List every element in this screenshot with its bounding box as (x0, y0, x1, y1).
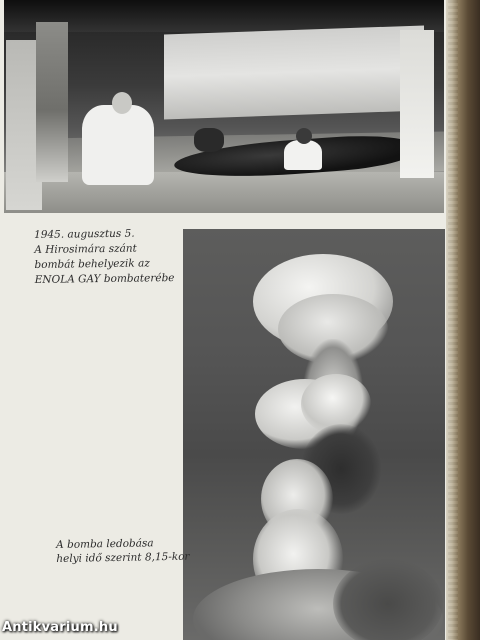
person-in-pit (284, 140, 322, 170)
person-standing-shirtless (36, 22, 68, 182)
watermark: Antikvarium.hu (2, 620, 118, 635)
person-in-pit-dark (194, 128, 224, 152)
tarmac (4, 172, 444, 213)
bomb-loading-caption (34, 226, 185, 288)
person-standing-right (400, 30, 434, 178)
caption-line: bombát behelyezik az (34, 257, 150, 271)
crouching-person-head (112, 92, 132, 114)
bomb-loading-photo (4, 0, 444, 213)
bomb-drop-caption (56, 536, 190, 566)
caption-line: A Hirosimára szánt (34, 242, 137, 256)
mushroom-cloud-photo (183, 229, 445, 640)
person-crouching-white (82, 105, 154, 185)
background-wall (164, 25, 424, 119)
pit-person-head (296, 128, 312, 144)
page-edge-texture (448, 0, 458, 640)
caption-line: ENOLA GAY bombaterébe (34, 272, 175, 286)
caption-line: 1945. augusztus 5. (34, 227, 135, 241)
cloud-base-dark (333, 559, 443, 640)
caption-line: helyi idő szerint 8,15-kor (56, 550, 190, 565)
caption-line: A bomba ledobása (56, 537, 154, 551)
